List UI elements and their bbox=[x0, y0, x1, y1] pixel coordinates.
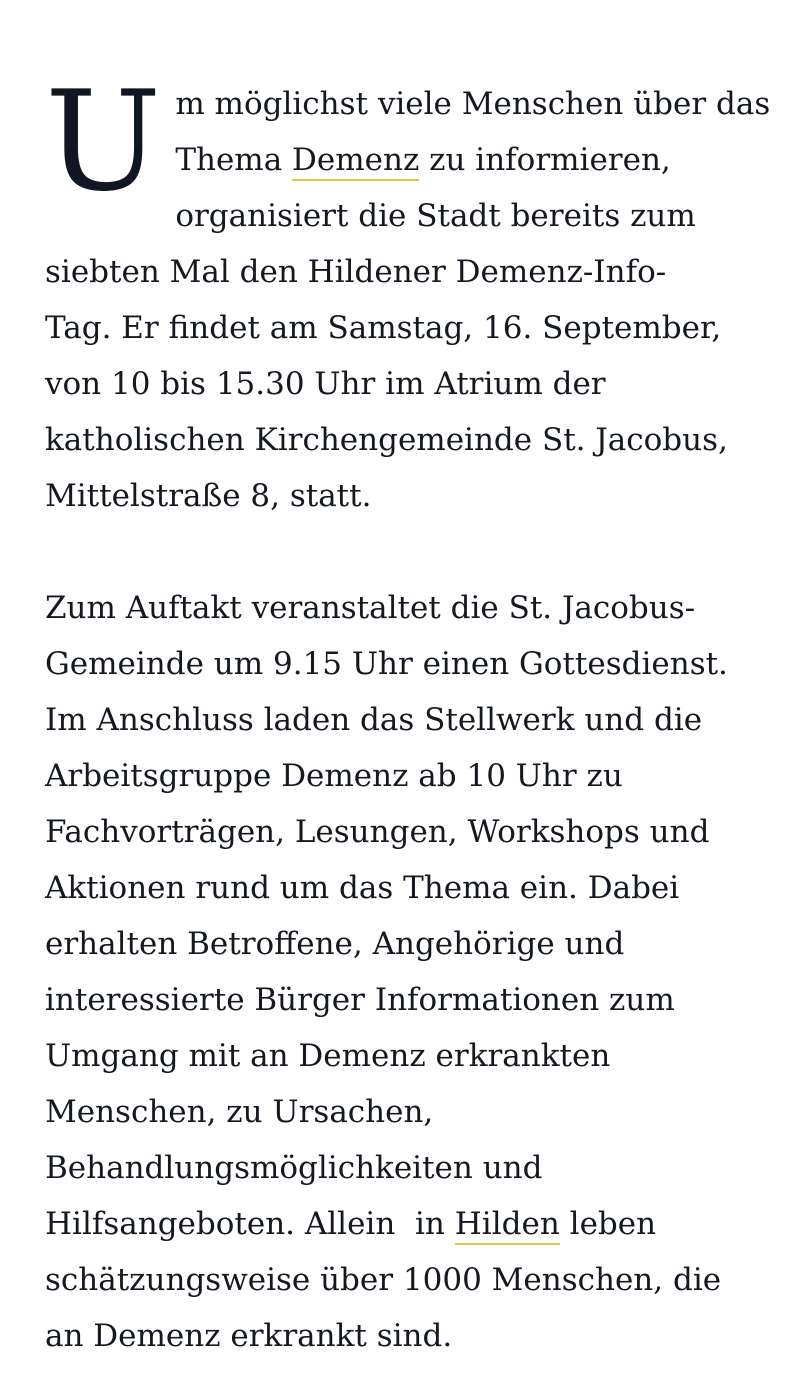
text-line: erhalten Betroffene, Angehörige und bbox=[45, 926, 625, 962]
text-line: Arbeitsgruppe Demenz ab 10 Uhr zu bbox=[45, 758, 623, 794]
text-line: m möglichst viele Menschen über das bbox=[175, 86, 771, 122]
text-segment: Thema bbox=[175, 142, 293, 178]
text-line: Aktionen rund um das Thema ein. Dabei bbox=[45, 870, 680, 906]
text-line: an Demenz erkrankt sind. bbox=[45, 1318, 453, 1354]
paragraph-details bbox=[45, 580, 757, 1364]
text-line: katholischen Kirchengemeinde St. Jacobus, bbox=[45, 422, 728, 458]
text-line: Umgang mit an Demenz erkrankten bbox=[45, 1038, 611, 1074]
text-line: von 10 bis 15.30 Uhr im Atrium der bbox=[45, 366, 606, 402]
text-line: organisiert die Stadt bereits zum bbox=[175, 198, 696, 234]
text-line bbox=[45, 1196, 757, 1252]
text-line: Menschen, zu Ursachen, bbox=[45, 1094, 434, 1130]
text-line: schätzungsweise über 1000 Menschen, die bbox=[45, 1262, 722, 1298]
text-segment: Hilfsangeboten. Allein in bbox=[45, 1206, 455, 1242]
text-line: Mittelstraße 8, statt. bbox=[45, 478, 372, 514]
text-segment: zu informieren, bbox=[419, 142, 671, 178]
text-line: Gemeinde um 9.15 Uhr einen Gottesdienst. bbox=[45, 646, 728, 682]
text-line: siebten Mal den Hildener Demenz-Info- bbox=[45, 254, 667, 290]
link-hilden[interactable]: Hilden bbox=[455, 1206, 560, 1245]
text-line: Fachvorträgen, Lesungen, Workshops und bbox=[45, 814, 710, 850]
paragraph-intro bbox=[45, 61, 771, 524]
text-line: Tag. Er findet am Samstag, 16. September, bbox=[45, 310, 722, 346]
link-demenz[interactable]: Demenz bbox=[292, 142, 419, 181]
text-line: Zum Auftakt veranstaltet die St. Jacobus- bbox=[45, 590, 696, 626]
text-line: interessierte Bürger Informationen zum bbox=[45, 982, 675, 1018]
article-body bbox=[45, 61, 771, 1364]
text-line: Behandlungsmöglichkeiten und bbox=[45, 1150, 543, 1186]
text-line: Im Anschluss laden das Stellwerk und die bbox=[45, 702, 703, 738]
drop-cap: U bbox=[45, 61, 162, 222]
text-segment: leben bbox=[559, 1206, 657, 1242]
